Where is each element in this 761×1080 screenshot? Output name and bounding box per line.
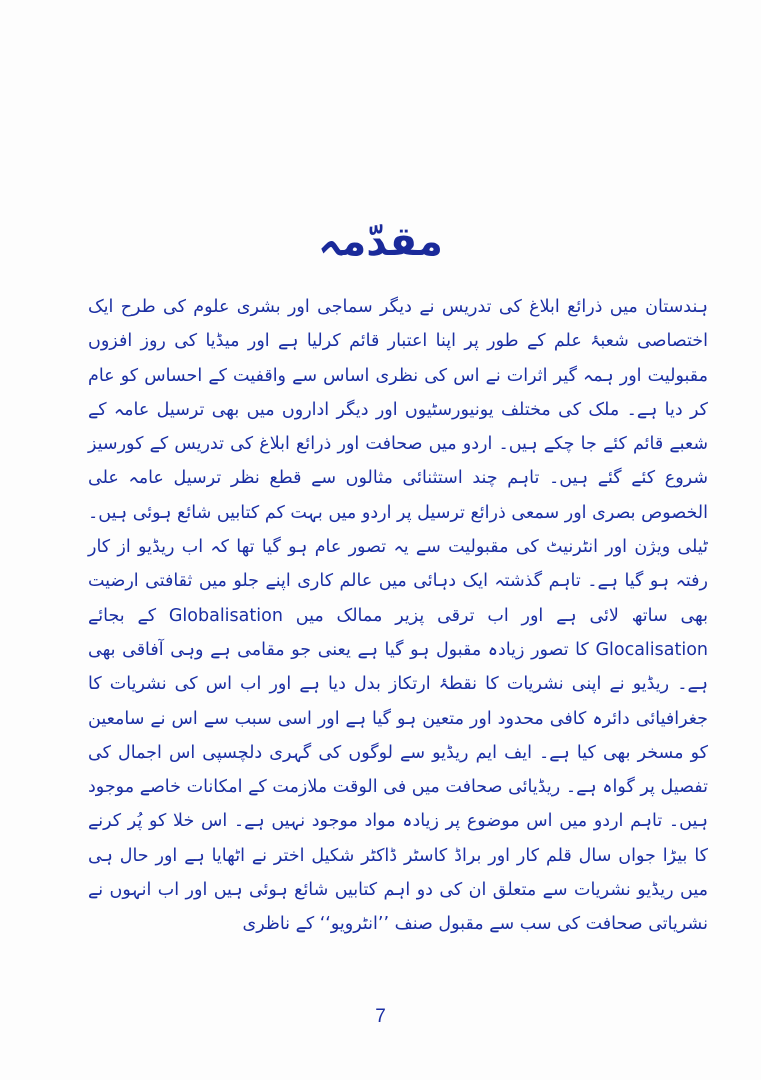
body-text <box>88 290 708 942</box>
page-title: مقدّمہ <box>318 219 443 265</box>
paragraph: ہندستان میں ذرائع ابلاغ کی تدریس نے دیگر سماجی اور بشری علوم کی طرح ایک اختصاصی شعبۂ علم کے طور پر اپنا اعتبار قائم کرلیا ہے اور میڈیا کی روز افزوں مقبولیت اور ہمہ گیر اثرات نے اس کی نظری اساس سے واقفیت کے احساس کو عام کر دیا ہے۔ ملک کی مختلف یونیورسٹیوں اور دیگر اداروں میں بھی ترسیل عامہ کے شعبے قائم کئے جا چکے ہیں۔ اردو میں صحافت اور ذرائع ابلاغ کی تدریس کے کورسیز شروع کئے گئے ہیں۔ تاہم چند استثنائی مثالوں سے قطع نظر ترسیل عامہ علی الخصوص بصری اور سمعی ذرائع ترسیل پر اردو میں بہت کم کتابیں شائع ہوئی ہیں۔ ٹیلی ویژن اور انٹرنیٹ کی مقبولیت سے یہ تصور عام ہو گیا تھا کہ اب ریڈیو از کار رفتہ ہو گیا ہے۔ تاہم گذشتہ ایک دہائی میں عالم کاری اپنے جلو میں ثقافتی ارضیت بھی ساتھ لائی ہے اور اب ترقی پزیر ممالک میں Globalisation کے بجائے Glocalisation کا تصور زیادہ مقبول ہو گیا ہے یعنی جو مقامی ہے وہی آفاقی بھی ہے۔ ریڈیو نے اپنی نشریات کا نقطۂ ارتکاز بدل دیا ہے اور اب اس کی نشریات کا جغرافیائی دائرہ کافی محدود اور متعین ہو گیا ہے اور اسی سبب سے اس نے سامعین کو مسخر بھی کیا ہے۔ ایف ایم ریڈیو سے لوگوں کی گہری دلچسپی اس اجمال کی تفصیل پر گواہ ہے۔ ریڈیائی صحافت میں فی الوقت ملازمت کے امکانات خاصے موجود ہیں۔ تاہم اردو میں اس موضوع پر زیادہ مواد موجود نہیں ہے۔ اس خلا کو پُر کرنے کا بیڑا جواں سال قلم کار اور براڈ کاسٹر ڈاکٹر شکیل اختر نے اٹھایا ہے اور حال ہی میں ریڈیو نشریات سے متعلق ان کی دو اہم کتابیں شائع ہوئی ہیں اور اب انہوں نے نشریاتی صحافت کی سب سے مقبول صنف ’’انٹرویو‘‘ کے ناظری <box>88 297 708 935</box>
page-number: 7 <box>375 1006 386 1027</box>
